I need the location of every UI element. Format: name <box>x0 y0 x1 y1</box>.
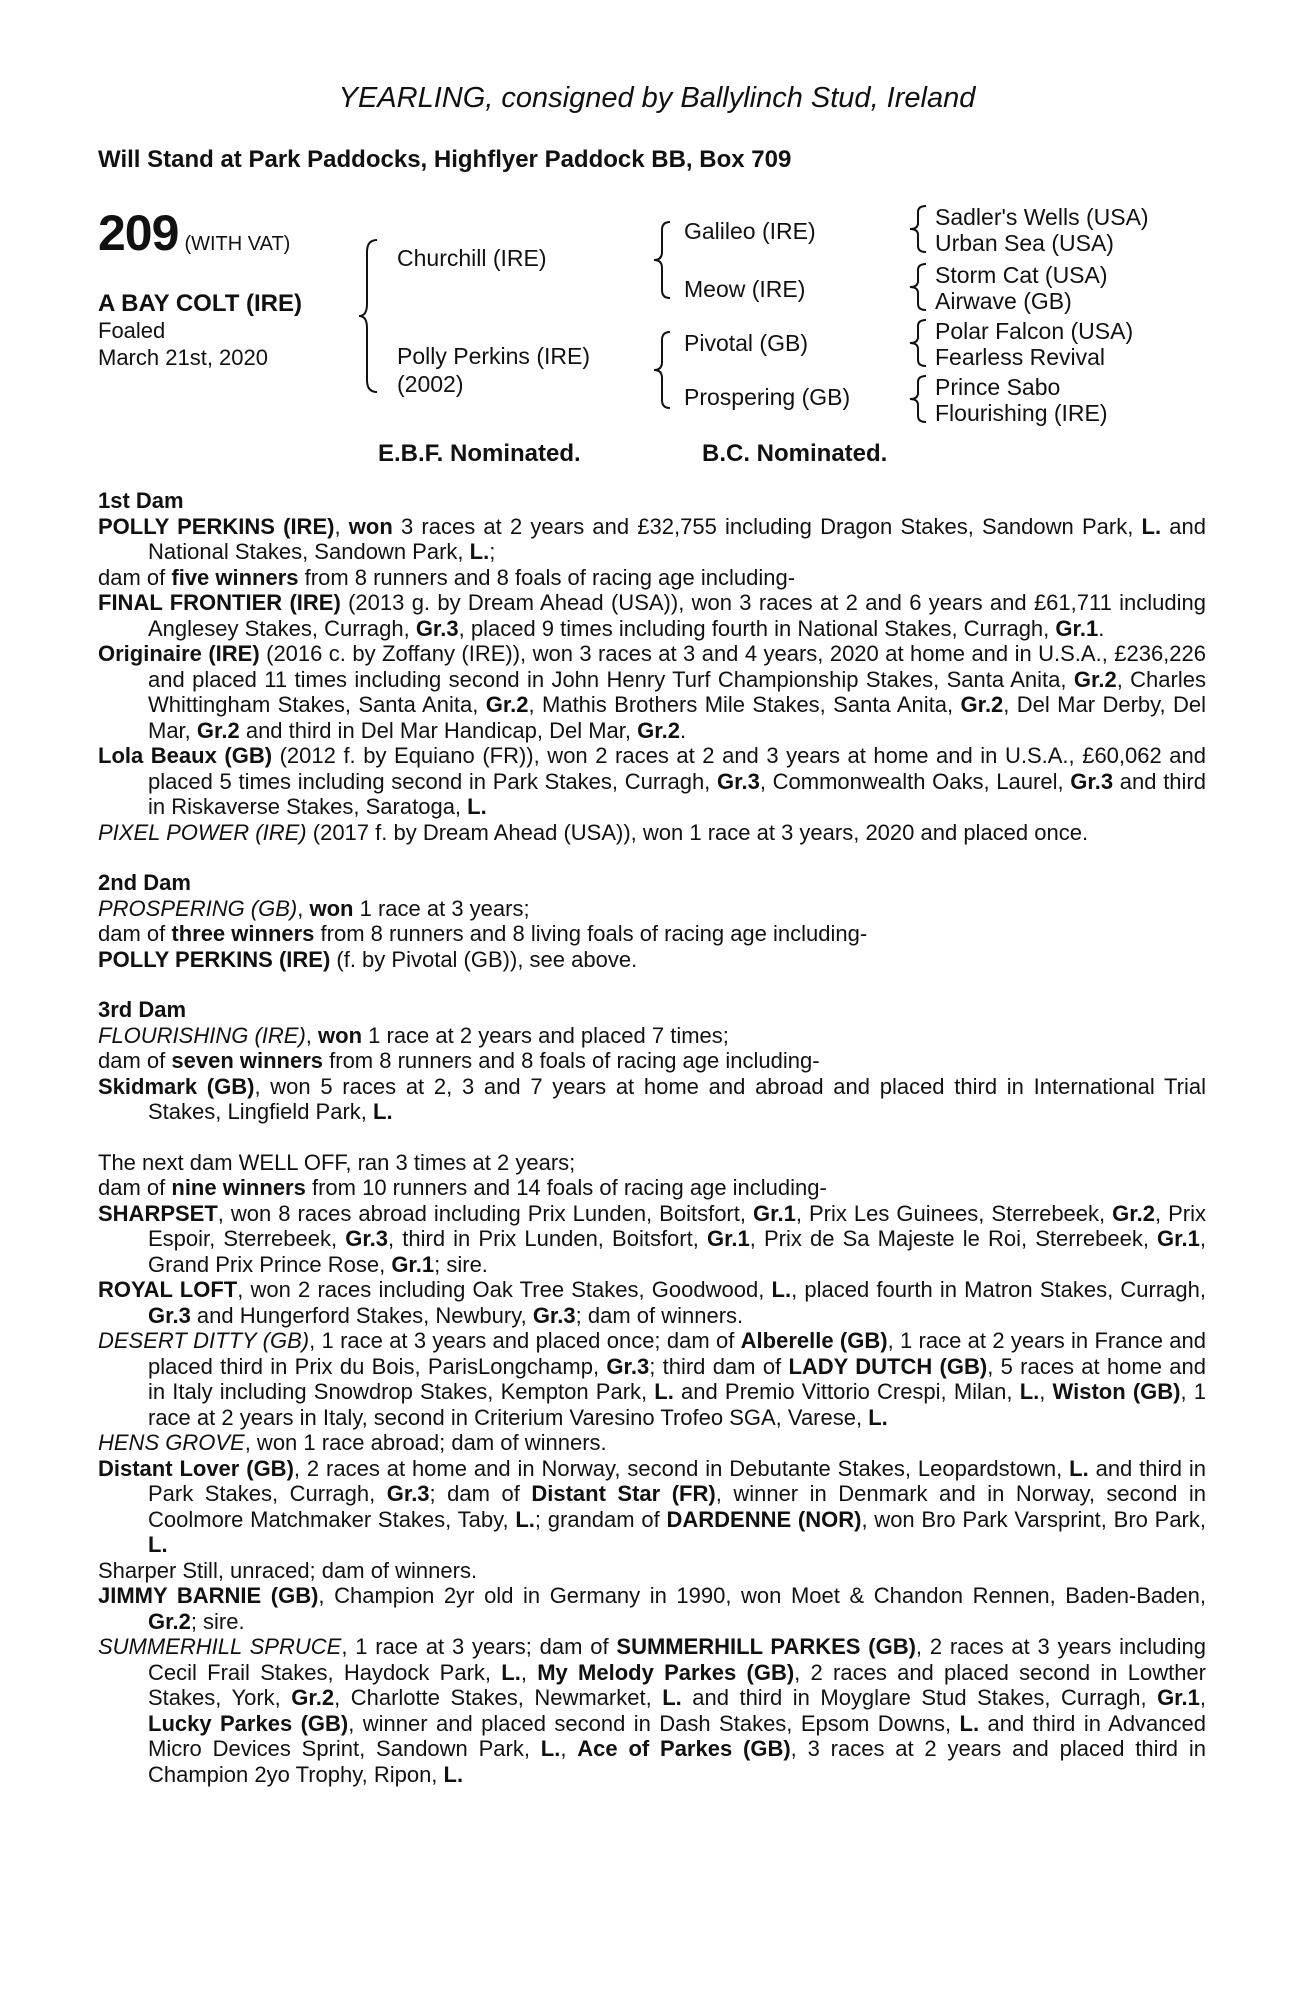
text-run: 3 races at 2 years and £32,755 including Dragon Stakes, Sandown Park, <box>392 513 1142 539</box>
text-run: Gr.1 <box>753 1200 796 1226</box>
pedigree-text <box>98 488 1206 1787</box>
text-run: Distant Lover (GB) <box>98 1455 294 1481</box>
text-run: . <box>679 717 687 743</box>
text-run: L. <box>771 1277 792 1302</box>
text-run: L. <box>443 1761 464 1787</box>
pedigree-dam: Polly Perkins (IRE) <box>397 343 590 369</box>
second-dam-heading: 2nd Dam <box>98 870 191 895</box>
text-run: LADY DUTCH (GB) <box>788 1353 988 1379</box>
text-run: Skidmark (GB) <box>98 1073 255 1099</box>
pedigree-g3: Storm Cat (USA) <box>935 262 1108 288</box>
text-run: JIMMY BARNIE (GB) <box>98 1583 319 1608</box>
produce-desert-ditty <box>98 1328 1206 1430</box>
text-run: and National Stakes, Sandown Park, <box>148 513 1206 564</box>
text-run: , Prix Espoir, Sterrebeek, <box>148 1200 1206 1251</box>
stand-location: Will Stand at Park Paddocks, Highflyer Paddock BB, Box 709 <box>98 146 792 173</box>
first-dam-heading: 1st Dam <box>98 488 184 513</box>
pedigree-brace-dam <box>652 330 672 410</box>
text-run: ; sire. <box>434 1251 488 1277</box>
third-dam-produce-line <box>98 1048 1206 1074</box>
produce-jimmy-barnie <box>98 1583 1206 1634</box>
pedigree-g8: Flourishing (IRE) <box>935 400 1108 426</box>
text-run: , Charles Whittingham Stakes, Santa Anita, <box>148 666 1206 717</box>
text-run: , 5 races at home and in Italy including Snowdrop Stakes, Kempton Park, <box>148 1353 1206 1404</box>
produce-skidmark <box>98 1074 1206 1125</box>
text-run: L. <box>959 1710 980 1736</box>
pedigree-dam-sire: Pivotal (GB) <box>684 330 808 356</box>
spacer <box>98 972 1206 997</box>
text-run: Gr.2 <box>196 717 240 743</box>
second-dam-produce-line <box>98 921 1206 947</box>
text-run: PIXEL POWER (IRE) <box>98 819 307 845</box>
pedigree-g7: Prince Sabo <box>935 374 1061 400</box>
consignment-line: YEARLING, consigned by Ballylinch Stud, Ireland <box>338 82 976 114</box>
bc-nominated: B.C. Nominated. <box>702 440 888 467</box>
text-run: , <box>1199 1685 1206 1710</box>
produce-sharper-still: Sharper Still, unraced; dam of winners. <box>98 1557 478 1583</box>
text-run: , third in Prix Lunden, Boitsfort, <box>388 1226 707 1251</box>
text-run: and third in Del Mar Handicap, Del Mar, <box>239 717 638 743</box>
text-run: , Grand Prix Prince Rose, <box>148 1226 1206 1277</box>
text-run: Gr.3 <box>606 1353 650 1379</box>
text-run: Alberelle (GB) <box>740 1328 888 1353</box>
pedigree-brace-g4 <box>908 374 928 424</box>
text-run: L. <box>540 1736 561 1761</box>
first-dam-produce-line <box>98 565 1206 591</box>
pedigree-dam-dam: Prospering (GB) <box>684 384 851 410</box>
text-run: FLOURISHING (IRE) <box>98 1022 306 1048</box>
text-run: ; sire. <box>190 1608 245 1634</box>
text-run: SHARPSET <box>98 1200 218 1226</box>
text-run: ; dam of <box>429 1481 532 1506</box>
text-run: Gr.1 <box>1055 615 1099 641</box>
pedigree-g6: Fearless Revival <box>935 344 1105 370</box>
text-run: (2017 f. by Dream Ahead (USA)), won 1 race at 3 years, 2020 and placed once. <box>306 819 1089 845</box>
text-run: five winners <box>171 564 299 590</box>
pedigree-brace-g1 <box>908 204 928 254</box>
text-run: Gr.3 <box>148 1302 191 1328</box>
text-run: Gr.2 <box>1112 1200 1155 1226</box>
text-run: and third in Advanced Micro Devices Sprint, Sandown Park, <box>148 1710 1206 1761</box>
text-run: Gr.2 <box>291 1685 335 1710</box>
text-run: . <box>1098 615 1105 641</box>
text-run: L. <box>1069 1455 1089 1481</box>
text-run: L. <box>469 539 490 564</box>
text-run: and Premio Vittorio Crespi, Milan, <box>673 1379 1020 1404</box>
text-run: , <box>1039 1379 1053 1404</box>
text-run: Gr.2 <box>148 1608 191 1634</box>
text-run: Gr.2 <box>960 692 1004 717</box>
pedigree-brace-main <box>357 238 379 394</box>
produce-distant-lover <box>98 1456 1206 1558</box>
produce-lola-beaux <box>98 743 1206 820</box>
lot-number: 209 <box>98 205 179 261</box>
text-run: , Prix de Sa Majeste le Roi, Sterrebeek, <box>749 1226 1158 1251</box>
text-run: , placed fourth in Matron Stakes, Curragh, <box>791 1277 1206 1302</box>
text-run: , 2 races at home and in Norway, second in Debutante Stakes, Leopardstown, <box>293 1455 1070 1481</box>
text-run: , 1 race at 3 years and placed once; dam of <box>309 1328 741 1353</box>
text-run: L. <box>467 794 487 819</box>
text-run: Ace of Parkes (GB) <box>577 1736 791 1761</box>
pedigree-dam-year: (2002) <box>397 371 464 397</box>
text-run: Gr.3 <box>1070 768 1114 794</box>
third-dam-heading: 3rd Dam <box>98 997 187 1022</box>
text-run: Gr.1 <box>1157 1685 1200 1710</box>
text-run: from 10 runners and 14 foals of racing age including- <box>305 1175 827 1200</box>
produce-originaire <box>98 641 1206 743</box>
produce-sharpset <box>98 1201 1206 1278</box>
text-run: Gr.1 <box>1157 1226 1200 1251</box>
text-run: , <box>560 1736 578 1761</box>
text-run: Gr.3 <box>415 615 459 641</box>
text-run: , <box>297 895 310 921</box>
text-run: L. <box>373 1099 393 1124</box>
text-run: HENS GROVE <box>98 1430 245 1455</box>
text-run: and third in Park Stakes, Curragh, <box>148 1455 1206 1506</box>
produce-pixel-power <box>98 820 1206 846</box>
pedigree-g5: Polar Falcon (USA) <box>935 318 1134 344</box>
next-dam-produce-line <box>98 1175 1206 1201</box>
text-run: won <box>348 513 393 539</box>
text-run: seven winners <box>171 1048 324 1073</box>
produce-royal-loft <box>98 1277 1206 1328</box>
produce-polly-perkins <box>98 947 1206 973</box>
text-run: POLLY PERKINS (IRE) <box>98 946 331 972</box>
text-run: , 2 races at 3 years including Cecil Frail Stakes, Haydock Park, <box>148 1634 1206 1685</box>
produce-summerhill-spruce <box>98 1634 1206 1787</box>
text-run: ; dam of winners. <box>575 1302 744 1328</box>
produce-hens-grove <box>98 1430 1206 1456</box>
text-run: (f. by Pivotal (GB)), see above. <box>330 946 638 972</box>
text-run: , <box>305 1022 319 1048</box>
text-run: , won 8 races abroad including Prix Lunden, Boitsfort, <box>217 1200 754 1226</box>
text-run: Gr.3 <box>532 1302 576 1328</box>
foaled-label: Foaled <box>98 318 166 343</box>
text-run: , Charlotte Stakes, Newmarket, <box>334 1685 663 1710</box>
text-run: Gr.3 <box>345 1226 389 1251</box>
text-run: Gr.2 <box>1073 666 1117 692</box>
text-run: L. <box>662 1685 682 1710</box>
spacer <box>98 1125 1206 1150</box>
text-run: dam of <box>98 921 172 946</box>
text-run: and third in Riskaverse Stakes, Saratoga, <box>148 768 1206 819</box>
text-run: L. <box>148 1532 168 1557</box>
text-run: , 2 races and placed second in Lowther Stakes, York, <box>148 1659 1206 1710</box>
text-run: (2013 g. by Dream Ahead (USA)), won 3 races at 2 and 6 years and £61,711 including Anglesey Stakes, Curragh, <box>148 590 1206 641</box>
text-run: , won 1 race abroad; dam of winners. <box>244 1430 607 1455</box>
text-run: , Champion 2yr old in Germany in 1990, won Moet & Chandon Rennen, Baden-Baden, <box>318 1583 1206 1608</box>
text-run: Wiston (GB) <box>1052 1379 1181 1404</box>
text-run: ; <box>489 539 496 564</box>
text-run: , Prix Les Guinees, Sterrebeek, <box>795 1200 1113 1226</box>
produce-final-frontier <box>98 590 1206 641</box>
text-run: Originaire (IRE) <box>98 641 260 666</box>
text-run: , <box>334 513 349 539</box>
lot-header <box>98 204 290 262</box>
text-run: L. <box>1141 513 1162 539</box>
text-run: , won 5 races at 2, 3 and 7 years at home and abroad and placed third in International Trial Stakes, Lingfield Park, <box>148 1073 1206 1124</box>
text-run: DARDENNE (NOR) <box>666 1506 862 1532</box>
text-run: , Mathis Brothers Mile Stakes, Santa Anita, <box>528 692 961 717</box>
pedigree-sire-dam: Meow (IRE) <box>684 276 806 302</box>
text-run: 1 race at 3 years; <box>353 895 530 921</box>
text-run: L. <box>868 1404 888 1430</box>
foaled-date: March 21st, 2020 <box>98 345 268 370</box>
text-run: Lola Beaux (GB) <box>98 743 273 768</box>
pedigree-brace-g2 <box>908 262 928 312</box>
third-dam-line <box>98 1023 1206 1049</box>
pedigree-g1: Sadler's Wells (USA) <box>935 204 1149 230</box>
spacer <box>98 845 1206 870</box>
text-run: won <box>309 895 354 921</box>
text-run: ; grandam of <box>534 1506 667 1532</box>
text-run: from 8 runners and 8 living foals of racing age including- <box>314 921 868 946</box>
text-run: dam of <box>98 1175 172 1200</box>
text-run: SUMMERHILL PARKES (GB) <box>616 1634 916 1659</box>
text-run: Gr.1 <box>391 1251 435 1277</box>
pedigree-sire-sire: Galileo (IRE) <box>684 218 816 244</box>
text-run: L. <box>1019 1379 1040 1404</box>
vat-label: (WITH VAT) <box>184 233 291 255</box>
text-run: L. <box>515 1506 535 1532</box>
second-dam-line <box>98 896 1206 922</box>
first-dam-name: POLLY PERKINS (IRE) <box>98 513 335 539</box>
ebf-nominated: E.B.F. Nominated. <box>378 440 581 467</box>
text-run: , winner and placed second in Dash Stakes, Epsom Downs, <box>348 1710 960 1736</box>
text-run: Lucky Parkes (GB) <box>148 1710 349 1736</box>
text-run: Gr.1 <box>706 1226 750 1251</box>
text-run: 1 race at 2 years and placed 7 times; <box>362 1022 729 1048</box>
text-run: , 1 race at 3 years; dam of <box>341 1634 617 1659</box>
text-run: ROYAL LOFT <box>98 1277 238 1302</box>
text-run: three winners <box>171 921 315 946</box>
text-run: My Melody Parkes (GB) <box>537 1659 795 1685</box>
pedigree-g2: Urban Sea (USA) <box>935 230 1114 256</box>
text-run: , placed 9 times including fourth in National Stakes, Curragh, <box>458 615 1056 641</box>
first-dam-line <box>98 514 1206 565</box>
text-run: Gr.3 <box>717 768 760 794</box>
pedigree-sire: Churchill (IRE) <box>397 245 547 271</box>
horse-info <box>98 290 302 371</box>
horse-name: A BAY COLT (IRE) <box>98 290 303 317</box>
text-run: , <box>520 1659 538 1685</box>
next-dam-line: The next dam WELL OFF, ran 3 times at 2 years; <box>98 1149 576 1175</box>
text-run: dam of <box>98 1048 172 1073</box>
text-run: L. <box>654 1379 674 1404</box>
text-run: , Del Mar Derby, Del Mar, <box>148 692 1207 743</box>
text-run: and Hungerford Stakes, Newbury, <box>190 1302 533 1328</box>
pedigree-brace-g3 <box>908 318 928 368</box>
text-run: dam of <box>98 564 172 590</box>
text-run: Gr.2 <box>637 717 680 743</box>
text-run: , winner in Denmark and in Norway, second in Coolmore Matchmaker Stakes, Taby, <box>148 1481 1207 1532</box>
text-run: DESERT DITTY (GB) <box>98 1328 310 1353</box>
text-run: Distant Star (FR) <box>531 1481 716 1506</box>
text-run: from 8 runners and 8 foals of racing age including- <box>298 564 796 590</box>
text-run: , won Bro Park Varsprint, Bro Park, <box>861 1506 1206 1532</box>
text-run: FINAL FRONTIER (IRE) <box>98 590 341 615</box>
text-run: , 1 race at 2 years in France and placed third in Prix du Bois, ParisLongchamp, <box>148 1328 1206 1379</box>
text-run: and third in Moyglare Stud Stakes, Curragh, <box>681 1685 1158 1710</box>
text-run: PROSPERING (GB) <box>98 895 298 921</box>
text-run: , won 2 races including Oak Tree Stakes, Goodwood, <box>237 1277 772 1302</box>
text-run: Gr.2 <box>485 692 529 717</box>
text-run: (2012 f. by Equiano (FR)), won 2 races at 2 and 3 years at home and in U.S.A., £60,062 and placed 5 times including second in Park Stakes, Curragh, <box>148 743 1207 794</box>
text-run: Gr.3 <box>386 1481 430 1506</box>
pedigree-brace-sire <box>652 220 672 300</box>
text-run: , Commonwealth Oaks, Laurel, <box>759 768 1071 794</box>
text-run: L. <box>501 1659 521 1685</box>
text-run: (2016 c. by Zoffany (IRE)), won 3 races at 3 and 4 years, 2020 at home and in U.S.A., £236,226 and placed 11 times including second in John Henry Turf Championship Stakes, Santa Anita, <box>148 641 1206 692</box>
text-run: from 8 runners and 8 foals of racing age including- <box>323 1048 820 1073</box>
text-run: SUMMERHILL SPRUCE <box>98 1634 342 1659</box>
text-run: , 1 race at 2 years in Italy, second in Criterium Varesino Trofeo SGA, Varese, <box>148 1379 1206 1430</box>
text-run: nine winners <box>171 1175 306 1200</box>
text-run: won <box>318 1022 363 1048</box>
text-run: ; third dam of <box>649 1353 789 1379</box>
text-run: , 3 races at 2 years and placed third in Champion 2yo Trophy, Ripon, <box>148 1736 1206 1787</box>
pedigree-g4: Airwave (GB) <box>935 288 1072 314</box>
